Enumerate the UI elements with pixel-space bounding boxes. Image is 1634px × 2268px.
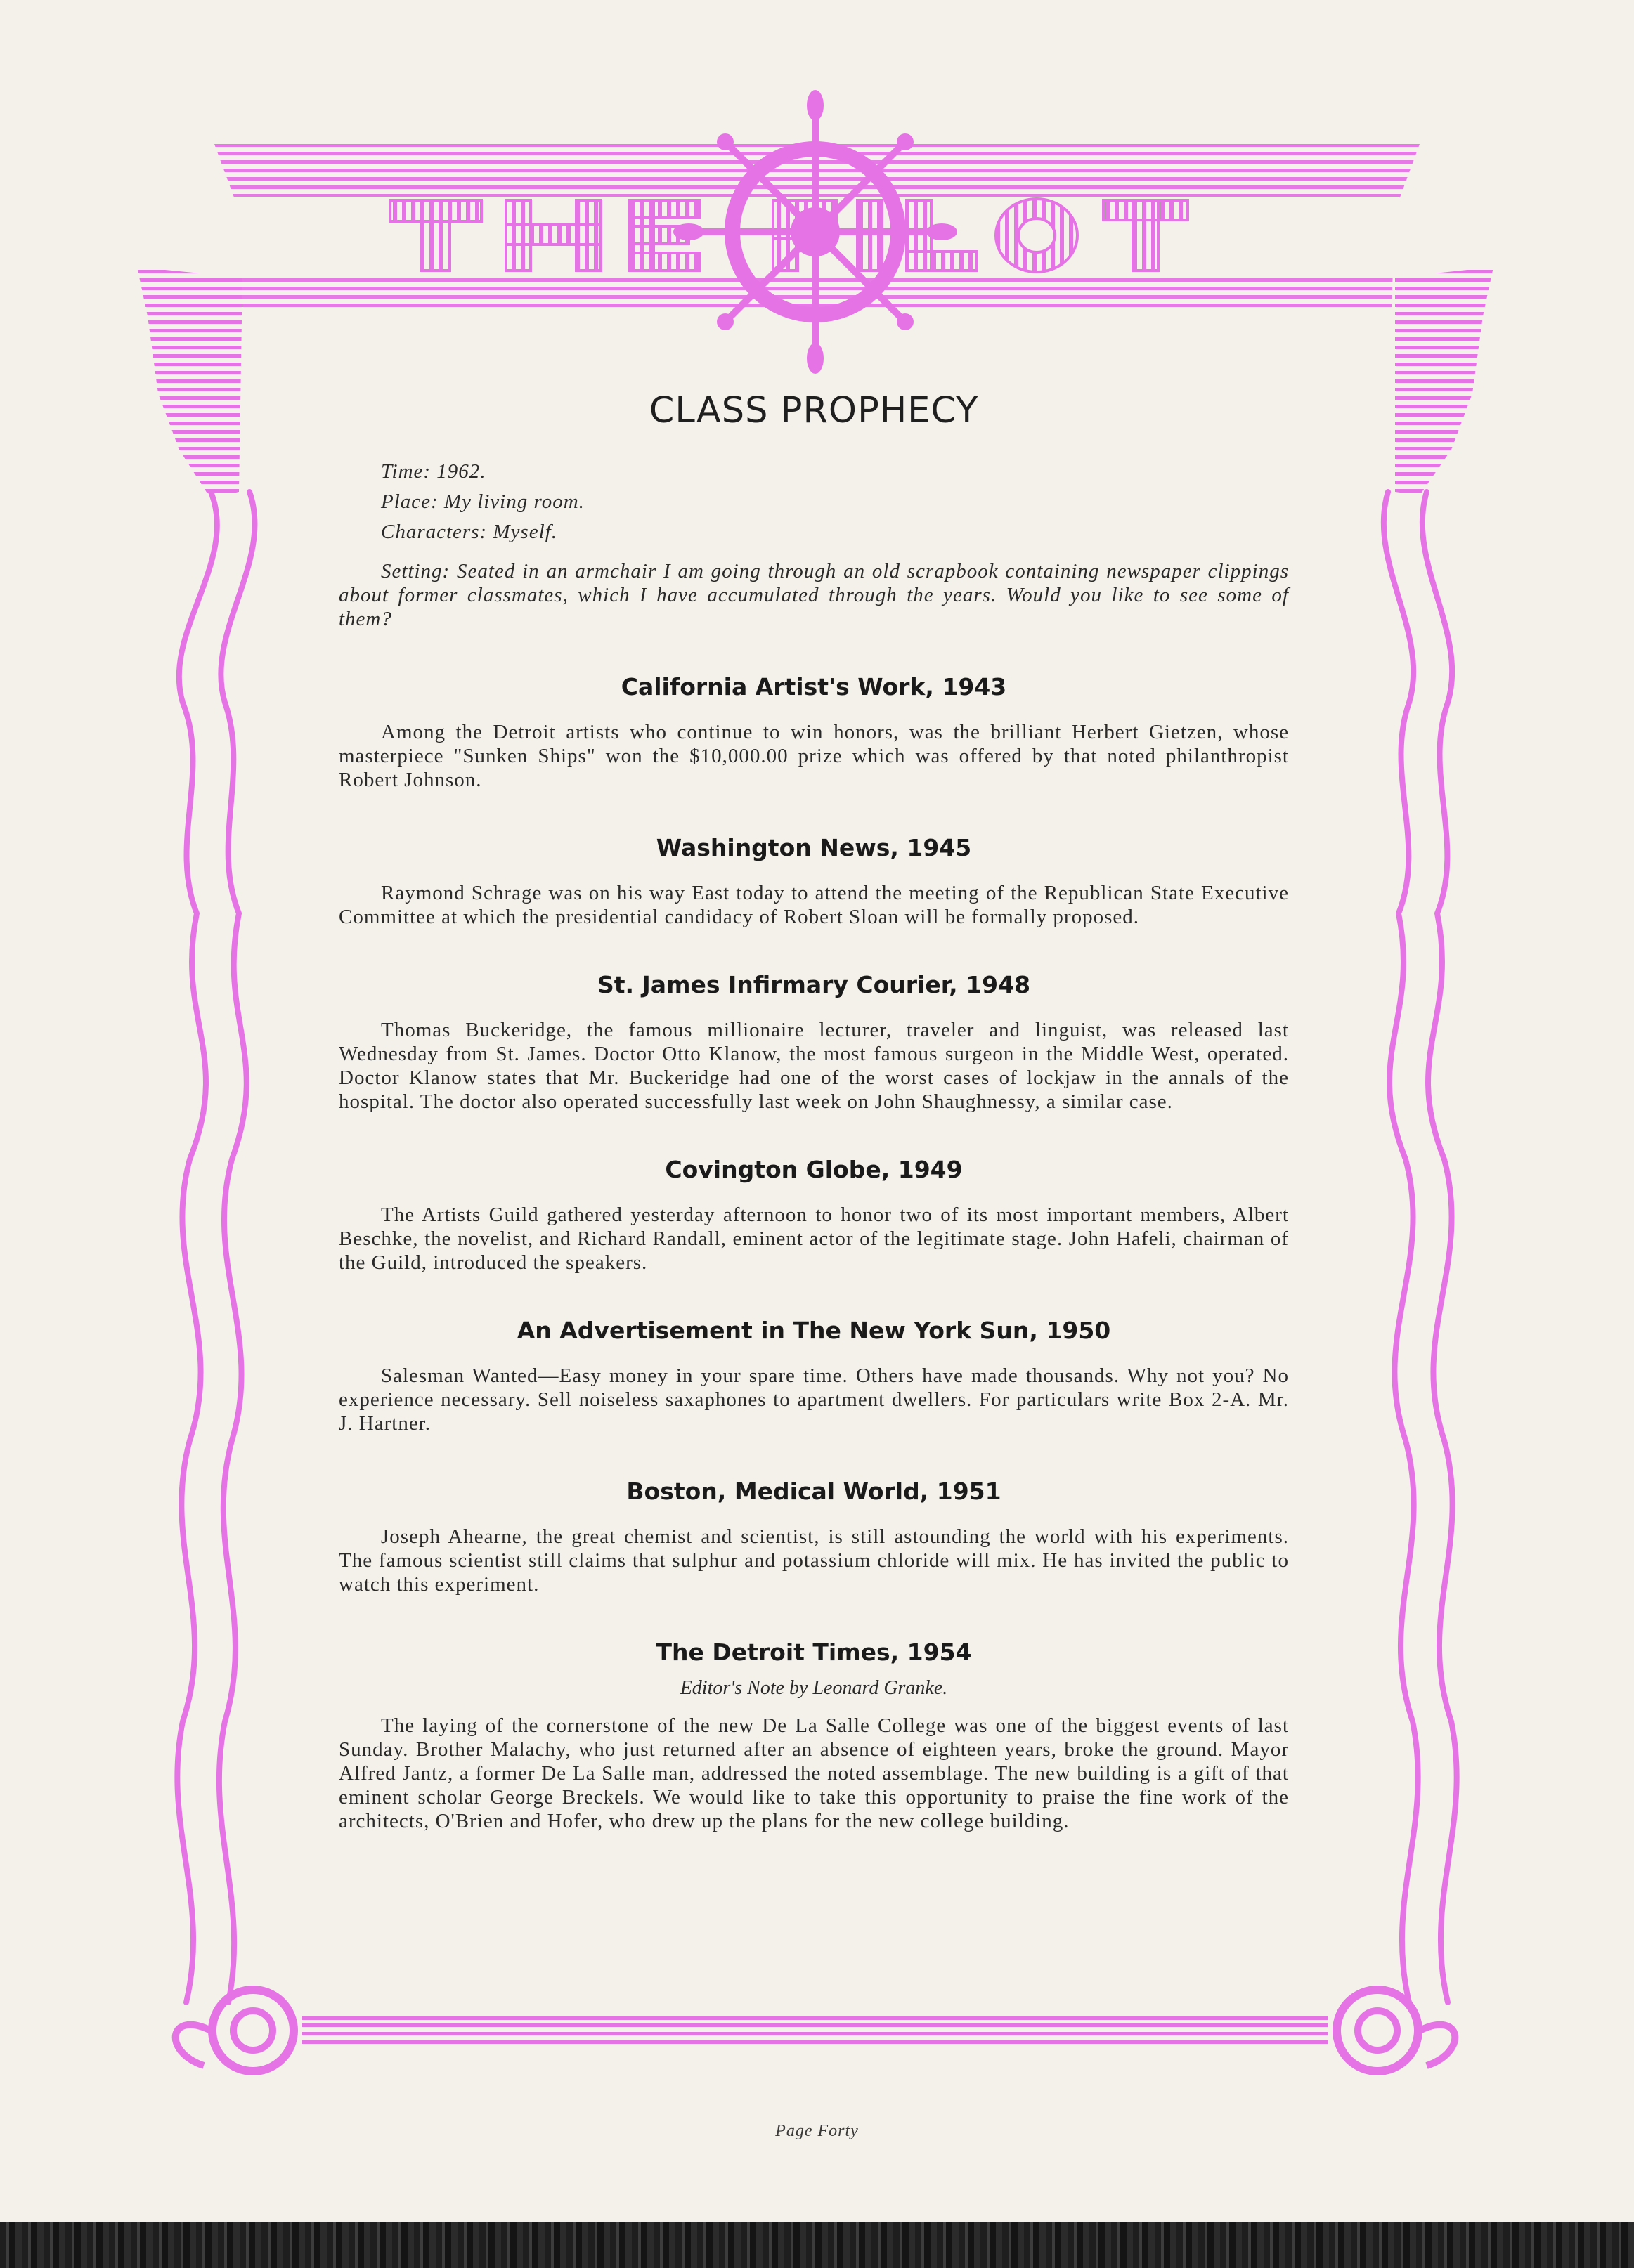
page-title: CLASS PROPHECY	[649, 390, 979, 431]
clipping-2	[339, 834, 1289, 929]
clipping-text: Thomas Buckeridge, the famous millionaire lecturer, traveler and linguist, was released last Wednesday from St. James. Doctor Otto Klanow, the most famous surgeon in the Middle West, operated. Doctor Klanow states that Mr. Buckeridge had one of the worst cases of lockjaw in the annals of the hospital. The doctor also operated successfully last week on John Shaughnessy, a similar case.	[339, 1019, 1289, 1113]
intro-setting: Setting: Seated in an armchair I am going through an old scrapbook containing newspaper clippings about former classmates, which I have accumulated through the years. Would you like to see some of them?	[339, 560, 1289, 630]
clipping-1	[339, 673, 1289, 792]
clipping-heading: Covington Globe, 1949	[665, 1156, 963, 1183]
editors-note: Editor's Note by Leonard Granke.	[680, 1677, 948, 1699]
clipping-text: The Artists Guild gathered yesterday afternoon to honor two of its most important members, Albert Beschke, the novelist, and Richard Randall, eminent actor of the legitimate stage. John Hafeli, chairman of the Guild, introduced the speakers.	[339, 1204, 1289, 1274]
clipping-text: Joseph Ahearne, the great chemist and scientist, is still astounding the world with his experiments. The famous scientist still claims that sulphur and potassium chloride will mix. He has invited the public to watch this experiment.	[339, 1525, 1289, 1596]
clipping-text: The laying of the cornerstone of the new De La Salle College was one of the biggest events of last Sunday. Brother Malachy, who just returned after an absence of eighteen years, broke the ground. Mayor Alfred Jantz, a former De La Salle man, addressed the noted assemblage. The new building is a gift of that eminent scholar George Breckels. We would like to take this opportunity to praise the fine work of the architects, O'Brien and Hofer, who drew up the plans for the new college building.	[339, 1714, 1289, 1832]
clipping-5	[339, 1317, 1289, 1435]
article-body	[339, 390, 1289, 1833]
intro-place: Place: My living room.	[381, 490, 585, 513]
clipping-text: Raymond Schrage was on his way East today to attend the meeting of the Republican State Executive Committee at which the presidential candidacy of Robert Sloan will be formally proposed.	[339, 882, 1289, 928]
clipping-text: Among the Detroit artists who continue to win honors, was the brilliant Herbert Gietzen, whose masterpiece "Sunken Ships" won the $10,000.00 prize which was offered by that noted philanthropist Robert Johnson.	[339, 721, 1289, 791]
clipping-heading: California Artist's Work, 1943	[621, 673, 1007, 700]
clipping-heading: An Advertisement in The New York Sun, 1950	[517, 1317, 1111, 1344]
scan-edge-strip	[0, 2222, 1634, 2268]
clipping-3	[339, 971, 1289, 1114]
clipping-heading: The Detroit Times, 1954	[656, 1638, 972, 1666]
clipping-text: Salesman Wanted—Easy money in your spare time. Others have made thousands. Why not you? No experience necessary. Sell noiseless saxaphones to apartment dwellers. For particulars write Box 2-A. Mr. J. Hartner.	[339, 1364, 1289, 1435]
page-number: Page Forty	[775, 2122, 859, 2140]
clipping-heading: Washington News, 1945	[656, 834, 972, 861]
clipping-heading: Boston, Medical World, 1951	[626, 1478, 1001, 1505]
clipping-6	[339, 1478, 1289, 1596]
intro-time: Time: 1962.	[381, 460, 486, 483]
intro-characters: Characters: Myself.	[381, 521, 557, 543]
clipping-heading: St. James Infirmary Courier, 1948	[597, 971, 1031, 998]
clipping-7	[339, 1638, 1289, 1833]
clipping-4	[339, 1156, 1289, 1275]
ships-wheel-emblem	[673, 90, 957, 374]
bottom-scroll	[176, 1990, 1455, 2071]
